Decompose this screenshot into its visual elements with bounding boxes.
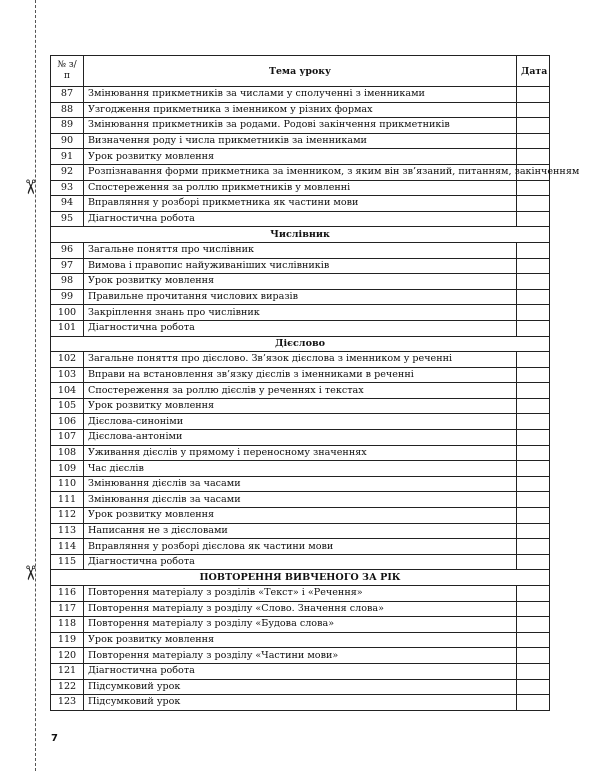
lesson-topic: Час дієслів (84, 461, 517, 477)
table-row (51, 523, 550, 539)
table-row (51, 414, 550, 430)
lesson-topic: Урок розвитку мовлення (84, 398, 517, 414)
lesson-date-cell[interactable] (517, 289, 550, 305)
lesson-date-cell[interactable] (517, 679, 550, 695)
header-topic: Тема уроку (84, 56, 517, 87)
lesson-topic: Урок розвитку мовлення (84, 508, 517, 524)
lesson-date-cell[interactable] (517, 586, 550, 602)
table-row (51, 367, 550, 383)
table-row (51, 539, 550, 555)
lesson-topic: Вправляння у розборі прикметника як частини мови (84, 196, 517, 212)
lesson-number: 92 (51, 164, 84, 180)
lesson-topic: Діагностична робота (84, 211, 517, 227)
table-row (51, 352, 550, 368)
lesson-topic: Дієслова-синоніми (84, 414, 517, 430)
lesson-number: 114 (51, 539, 84, 555)
lesson-number: 118 (51, 617, 84, 633)
section-heading-row (51, 336, 550, 352)
lesson-date-cell[interactable] (517, 539, 550, 555)
table-row (51, 430, 550, 446)
table-row (51, 383, 550, 399)
lesson-number: 101 (51, 320, 84, 336)
lesson-topic: Уживання дієслів у прямому і переносному значеннях (84, 445, 517, 461)
scissors-icon: ✂ (18, 564, 43, 582)
table-row (51, 679, 550, 695)
lesson-date-cell[interactable] (517, 632, 550, 648)
lesson-topic: Розпізнавання форми прикметника за іменником, з яким він зв’язаний, питанням, закінченням (84, 164, 517, 180)
table-row (51, 274, 550, 290)
page-number: 7 (51, 733, 58, 744)
table-row (51, 476, 550, 492)
lesson-date-cell[interactable] (517, 461, 550, 477)
lesson-number: 117 (51, 601, 84, 617)
lesson-date-cell[interactable] (517, 523, 550, 539)
lesson-date-cell[interactable] (517, 102, 550, 118)
lesson-date-cell[interactable] (517, 445, 550, 461)
lesson-number: 100 (51, 305, 84, 321)
lesson-number: 106 (51, 414, 84, 430)
header-number: № з/п (51, 56, 84, 87)
section-heading-row (51, 227, 550, 243)
table-row (51, 461, 550, 477)
table-row (51, 508, 550, 524)
lesson-number: 111 (51, 492, 84, 508)
lesson-number: 88 (51, 102, 84, 118)
lesson-topic: Підсумковий урок (84, 695, 517, 711)
lesson-topic: Загальне поняття про дієслово. Зв’язок дієслова з іменником у реченні (84, 352, 517, 368)
lesson-date-cell[interactable] (517, 398, 550, 414)
lesson-topic: Визначення роду і числа прикметників за іменниками (84, 133, 517, 149)
lesson-number: 123 (51, 695, 84, 711)
lesson-date-cell[interactable] (517, 320, 550, 336)
lesson-topic: Правильне прочитання числових виразів (84, 289, 517, 305)
lesson-number: 96 (51, 242, 84, 258)
lesson-topic: Змінювання прикметників за числами у сполученні з іменниками (84, 87, 517, 103)
lesson-topic: Дієслова-антоніми (84, 430, 517, 446)
lesson-topic: Змінювання дієслів за часами (84, 492, 517, 508)
lesson-topic: Повторення матеріалу з розділів «Текст» і «Речення» (84, 586, 517, 602)
lesson-date-cell[interactable] (517, 118, 550, 134)
table-row (51, 258, 550, 274)
lesson-date-cell[interactable] (517, 149, 550, 165)
lesson-topic: Спостереження за роллю дієслів у реченнях і текстах (84, 383, 517, 399)
lesson-number: 110 (51, 476, 84, 492)
lesson-number: 99 (51, 289, 84, 305)
lesson-date-cell[interactable] (517, 133, 550, 149)
lesson-topic: Вимова і правопис найуживаніших числівників (84, 258, 517, 274)
lesson-topic: Узгодження прикметника з іменником у різних формах (84, 102, 517, 118)
lesson-topic: Урок розвитку мовлення (84, 149, 517, 165)
lesson-number: 116 (51, 586, 84, 602)
lesson-topic: Змінювання дієслів за часами (84, 476, 517, 492)
lesson-date-cell[interactable] (517, 211, 550, 227)
lesson-number: 95 (51, 211, 84, 227)
table-row (51, 601, 550, 617)
lesson-date-cell[interactable] (517, 352, 550, 368)
lesson-date-cell[interactable] (517, 242, 550, 258)
lesson-date-cell[interactable] (517, 648, 550, 664)
lesson-topic: Підсумковий урок (84, 679, 517, 695)
lesson-date-cell[interactable] (517, 617, 550, 633)
lesson-topic: Урок розвитку мовлення (84, 274, 517, 290)
lesson-topic: Урок розвитку мовлення (84, 632, 517, 648)
lesson-date-cell[interactable] (517, 196, 550, 212)
section-heading: Дієслово (51, 336, 550, 352)
lesson-number: 107 (51, 430, 84, 446)
lesson-topic: Діагностична робота (84, 320, 517, 336)
lesson-topic: Закріплення знань про числівник (84, 305, 517, 321)
lesson-topic: Повторення матеріалу з розділу «Частини мови» (84, 648, 517, 664)
lesson-number: 105 (51, 398, 84, 414)
table-row (51, 118, 550, 134)
lesson-topic: Змінювання прикметників за родами. Родові закінчення прикметників (84, 118, 517, 134)
table-row (51, 305, 550, 321)
lesson-number: 120 (51, 648, 84, 664)
lesson-number: 103 (51, 367, 84, 383)
lesson-topic: Спостереження за роллю прикметників у мовленні (84, 180, 517, 196)
lesson-date-cell[interactable] (517, 87, 550, 103)
lesson-number: 91 (51, 149, 84, 165)
table-row (51, 492, 550, 508)
lesson-number: 108 (51, 445, 84, 461)
lesson-date-cell[interactable] (517, 274, 550, 290)
scissors-icon: ✂ (18, 178, 43, 196)
table-row (51, 180, 550, 196)
lesson-date-cell[interactable] (517, 305, 550, 321)
table-row (51, 164, 550, 180)
lesson-number: 87 (51, 87, 84, 103)
lesson-number: 89 (51, 118, 84, 134)
header-date: Дата (517, 56, 550, 87)
lesson-number: 122 (51, 679, 84, 695)
lesson-topic: Вправи на встановлення зв’язку дієслів з іменниками в реченні (84, 367, 517, 383)
lesson-topic: Повторення матеріалу з розділу «Будова слова» (84, 617, 517, 633)
table-row (51, 133, 550, 149)
table-row (51, 695, 550, 711)
lesson-number: 102 (51, 352, 84, 368)
table-body (51, 87, 580, 711)
table-row (51, 632, 550, 648)
lesson-date-cell[interactable] (517, 554, 550, 570)
section-heading: Числівник (51, 227, 550, 243)
table-row (51, 149, 550, 165)
section-heading: ПОВТОРЕННЯ ВИВЧЕНОГО ЗА РІК (51, 570, 550, 586)
table-row (51, 211, 550, 227)
table-row (51, 320, 550, 336)
lesson-number: 98 (51, 274, 84, 290)
lesson-number: 121 (51, 663, 84, 679)
lesson-topic: Загальне поняття про числівник (84, 242, 517, 258)
lesson-plan-table (50, 55, 580, 711)
lesson-number: 119 (51, 632, 84, 648)
table-row (51, 87, 550, 103)
table-row (51, 196, 550, 212)
lesson-date-cell[interactable] (517, 492, 550, 508)
table-row (51, 648, 550, 664)
lesson-date-cell[interactable] (517, 663, 550, 679)
lesson-topic: Повторення матеріалу з розділу «Слово. Значення слова» (84, 601, 517, 617)
lesson-date-cell[interactable] (517, 508, 550, 524)
lesson-number: 93 (51, 180, 84, 196)
lesson-number: 113 (51, 523, 84, 539)
lesson-number: 90 (51, 133, 84, 149)
lesson-number: 97 (51, 258, 84, 274)
table-row (51, 663, 550, 679)
lesson-date-cell[interactable] (517, 180, 550, 196)
cut-line (35, 0, 36, 771)
lesson-date-cell[interactable] (517, 476, 550, 492)
table-row (51, 554, 550, 570)
lesson-topic: Вправляння у розборі дієслова як частини мови (84, 539, 517, 555)
lesson-date-cell[interactable] (517, 383, 550, 399)
table-row (51, 289, 550, 305)
lesson-date-cell[interactable] (517, 414, 550, 430)
table-row (51, 586, 550, 602)
table-row (51, 398, 550, 414)
lesson-topic: Написання не з дієсловами (84, 523, 517, 539)
table-row (51, 102, 550, 118)
lesson-number: 112 (51, 508, 84, 524)
lesson-date-cell[interactable] (517, 367, 550, 383)
section-heading-row (51, 570, 550, 586)
lesson-date-cell[interactable] (517, 695, 550, 711)
lesson-number: 104 (51, 383, 84, 399)
lesson-date-cell[interactable] (517, 601, 550, 617)
lesson-number: 109 (51, 461, 84, 477)
lesson-number: 115 (51, 554, 84, 570)
table-header-row (51, 56, 550, 87)
lesson-number: 94 (51, 196, 84, 212)
table-row (51, 617, 550, 633)
lesson-topic: Діагностична робота (84, 554, 517, 570)
lesson-date-cell[interactable] (517, 258, 550, 274)
lesson-date-cell[interactable] (517, 430, 550, 446)
lesson-topic: Діагностична робота (84, 663, 517, 679)
table-row (51, 242, 550, 258)
table-row (51, 445, 550, 461)
